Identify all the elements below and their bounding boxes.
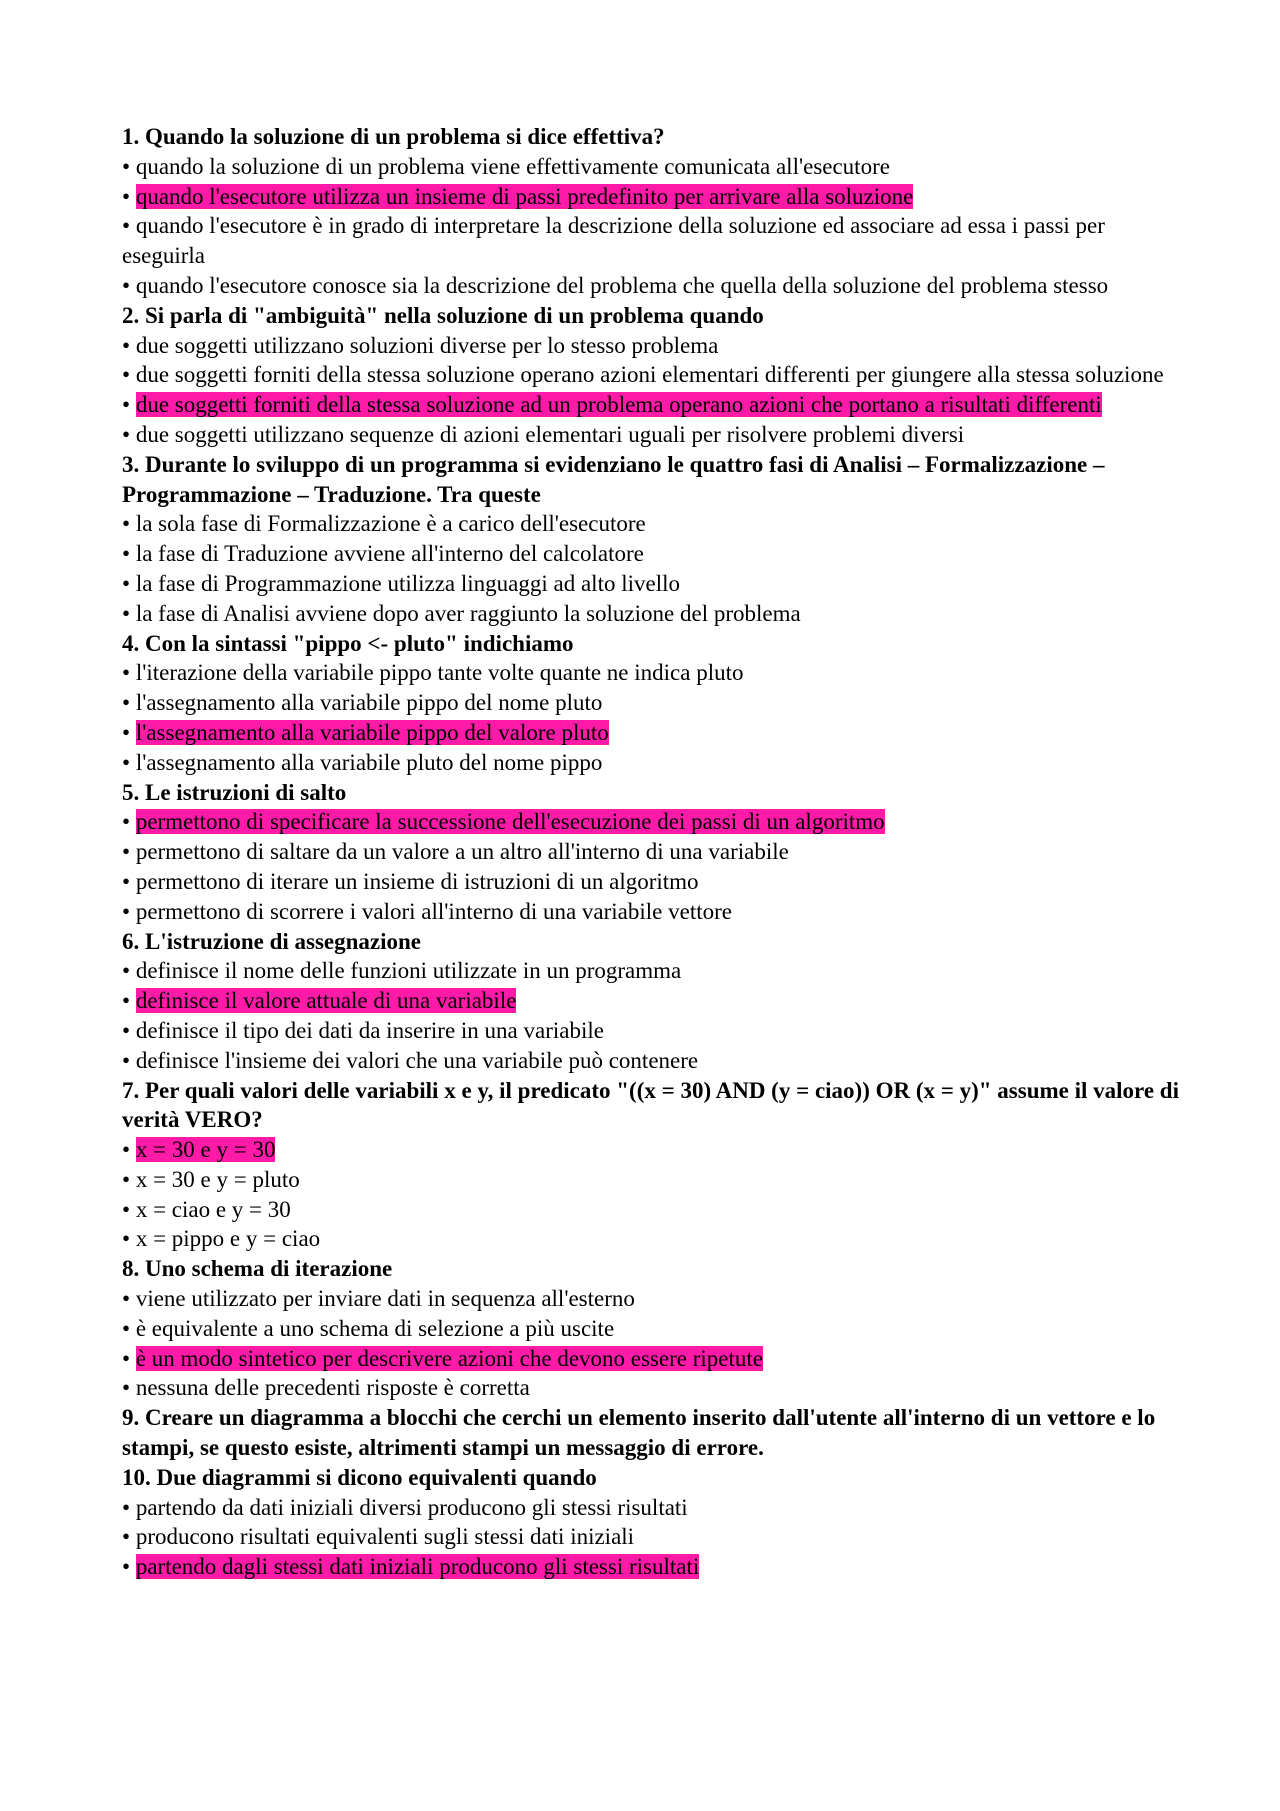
bullet: • bbox=[122, 1196, 131, 1222]
answer-option bbox=[122, 1314, 1180, 1344]
option-text: permettono di scorrere i valori all'interno di una variabile vettore bbox=[135, 898, 732, 924]
option-text: due soggetti utilizzano soluzioni diverse per lo stesso problema bbox=[135, 332, 719, 358]
bullet: • bbox=[122, 421, 131, 447]
option-text: definisce il tipo dei dati da inserire in una variabile bbox=[135, 1017, 604, 1043]
answer-option-correct bbox=[122, 807, 1180, 837]
bullet: • bbox=[122, 332, 131, 358]
answer-option bbox=[122, 748, 1180, 778]
answer-option-correct bbox=[122, 390, 1180, 420]
bullet: • bbox=[122, 272, 131, 298]
quiz-list bbox=[122, 122, 1180, 1582]
option-text: definisce il nome delle funzioni utilizzate in un programma bbox=[135, 958, 682, 984]
answer-option-correct bbox=[122, 718, 1180, 748]
bullet: • bbox=[122, 1345, 131, 1371]
answer-option bbox=[122, 658, 1180, 688]
option-text: è equivalente a uno schema di selezione a più uscite bbox=[135, 1315, 615, 1341]
answer-option-correct bbox=[122, 986, 1180, 1016]
answer-option bbox=[122, 1493, 1180, 1523]
answer-option bbox=[122, 1195, 1180, 1225]
option-text: quando la soluzione di un problema viene effettivamente comunicata all'esecutore bbox=[135, 153, 890, 179]
option-text: è un modo sintetico per descrivere azioni che devono essere ripetute bbox=[135, 1345, 763, 1371]
bullet: • bbox=[122, 660, 131, 686]
question-title: 7. Per quali valori delle variabili x e y, il predicato "((x = 30) AND (y = ciao)) OR (x = y)" assume il valore di verità VERO? bbox=[122, 1077, 1179, 1133]
option-text: partendo dagli stessi dati iniziali producono gli stessi risultati bbox=[135, 1554, 700, 1580]
bullet: • bbox=[122, 1017, 131, 1043]
bullet: • bbox=[122, 1554, 131, 1580]
option-text: l'assegnamento alla variabile pippo del nome pluto bbox=[135, 690, 603, 716]
option-text: permettono di iterare un insieme di istruzioni di un algoritmo bbox=[135, 868, 699, 894]
answer-option bbox=[122, 867, 1180, 897]
option-text: x = ciao e y = 30 bbox=[135, 1196, 291, 1222]
question-block bbox=[122, 778, 1180, 927]
option-text: producono risultati equivalenti sugli stessi dati iniziali bbox=[135, 1524, 635, 1550]
bullet: • bbox=[122, 1226, 131, 1252]
answer-option bbox=[122, 152, 1180, 182]
option-text: la fase di Programmazione utilizza linguaggi ad alto livello bbox=[135, 570, 680, 596]
question-block bbox=[122, 1403, 1180, 1463]
question-block bbox=[122, 122, 1180, 301]
bullet: • bbox=[122, 690, 131, 716]
bullet: • bbox=[122, 898, 131, 924]
answer-option bbox=[122, 569, 1180, 599]
answer-option bbox=[122, 509, 1180, 539]
option-text: quando l'esecutore utilizza un insieme di passi predefinito per arrivare alla soluzione bbox=[135, 183, 914, 209]
bullet: • bbox=[122, 541, 131, 567]
option-text: due soggetti forniti della stessa soluzione ad un problema operano azioni che portano a risultati differenti bbox=[135, 392, 1102, 418]
answer-option bbox=[122, 1224, 1180, 1254]
answer-option bbox=[122, 331, 1180, 361]
question-block bbox=[122, 301, 1180, 450]
option-text: la fase di Analisi avviene dopo aver raggiunto la soluzione del problema bbox=[135, 600, 801, 626]
bullet: • bbox=[122, 1166, 131, 1192]
answer-option bbox=[122, 897, 1180, 927]
option-text: x = 30 e y = pluto bbox=[135, 1166, 300, 1192]
bullet: • bbox=[122, 958, 131, 984]
option-text: permettono di specificare la successione dell'esecuzione dei passi di un algoritmo bbox=[135, 809, 885, 835]
question-title: 3. Durante lo sviluppo di un programma si evidenziano le quattro fasi di Analisi – Formalizzazione – Programmazione – Traduzione. Tra queste bbox=[122, 451, 1105, 507]
answer-option bbox=[122, 1165, 1180, 1195]
answer-option bbox=[122, 599, 1180, 629]
bullet: • bbox=[122, 1047, 131, 1073]
option-text: l'assegnamento alla variabile pluto del nome pippo bbox=[135, 749, 603, 775]
question-block bbox=[122, 927, 1180, 1076]
question-title: 4. Con la sintassi "pippo <- pluto" indichiamo bbox=[122, 630, 574, 656]
answer-option bbox=[122, 360, 1180, 390]
answer-option-correct bbox=[122, 1552, 1180, 1582]
question-title: 10. Due diagrammi si dicono equivalenti quando bbox=[122, 1464, 597, 1490]
bullet: • bbox=[122, 839, 131, 865]
question-title: 9. Creare un diagramma a blocchi che cerchi un elemento inserito dall'utente all'interno di un vettore e lo stampi, se questo esiste, altrimenti stampi un messaggio di errore. bbox=[122, 1405, 1156, 1461]
bullet: • bbox=[122, 749, 131, 775]
option-text: partendo da dati iniziali diversi producono gli stessi risultati bbox=[135, 1494, 688, 1520]
option-text: due soggetti utilizzano sequenze di azioni elementari uguali per risolvere problemi diversi bbox=[135, 421, 965, 447]
bullet: • bbox=[122, 600, 131, 626]
bullet: • bbox=[122, 392, 131, 418]
answer-option bbox=[122, 688, 1180, 718]
question-title: 8. Uno schema di iterazione bbox=[122, 1256, 393, 1282]
option-text: l'iterazione della variabile pippo tante volte quante ne indica pluto bbox=[135, 660, 744, 686]
option-text: la sola fase di Formalizzazione è a carico dell'esecutore bbox=[135, 511, 646, 537]
answer-option bbox=[122, 837, 1180, 867]
answer-option bbox=[122, 1016, 1180, 1046]
question-title: 1. Quando la soluzione di un problema si dice effettiva? bbox=[122, 124, 665, 149]
option-text: l'assegnamento alla variabile pippo del valore pluto bbox=[135, 719, 609, 745]
answer-option bbox=[122, 271, 1180, 301]
option-text: due soggetti forniti della stessa soluzione operano azioni elementari differenti per giungere alla stessa soluzione bbox=[135, 362, 1164, 388]
bullet: • bbox=[122, 153, 131, 179]
question-title: 5. Le istruzioni di salto bbox=[122, 779, 347, 805]
bullet: • bbox=[122, 183, 131, 209]
option-text: permettono di saltare da un valore a un altro all'interno di una variabile bbox=[135, 839, 789, 865]
answer-option bbox=[122, 1522, 1180, 1552]
bullet: • bbox=[122, 809, 131, 835]
question-block bbox=[122, 1076, 1180, 1255]
answer-option bbox=[122, 420, 1180, 450]
question-block bbox=[122, 450, 1180, 629]
bullet: • bbox=[122, 1524, 131, 1550]
option-text: definisce il valore attuale di una variabile bbox=[135, 988, 517, 1014]
option-text: x = pippo e y = ciao bbox=[135, 1226, 321, 1252]
bullet: • bbox=[122, 1286, 131, 1312]
answer-option bbox=[122, 1046, 1180, 1076]
option-text: viene utilizzato per inviare dati in sequenza all'esterno bbox=[135, 1286, 635, 1312]
answer-option bbox=[122, 1373, 1180, 1403]
question-title: 6. L'istruzione di assegnazione bbox=[122, 928, 422, 954]
answer-option-correct bbox=[122, 182, 1180, 212]
answer-option-correct bbox=[122, 1135, 1180, 1165]
answer-option bbox=[122, 1284, 1180, 1314]
bullet: • bbox=[122, 511, 131, 537]
bullet: • bbox=[122, 868, 131, 894]
bullet: • bbox=[122, 1137, 131, 1163]
bullet: • bbox=[122, 988, 131, 1014]
answer-option bbox=[122, 211, 1180, 271]
bullet: • bbox=[122, 570, 131, 596]
question-block bbox=[122, 629, 1180, 778]
bullet: • bbox=[122, 1375, 131, 1401]
bullet: • bbox=[122, 213, 131, 239]
question-title: 2. Si parla di "ambiguità" nella soluzione di un problema quando bbox=[122, 302, 764, 328]
answer-option-correct bbox=[122, 1344, 1180, 1374]
bullet: • bbox=[122, 1494, 131, 1520]
option-text: x = 30 e y = 30 bbox=[135, 1137, 276, 1163]
option-text: nessuna delle precedenti risposte è corretta bbox=[135, 1375, 530, 1401]
answer-option bbox=[122, 956, 1180, 986]
answer-option bbox=[122, 539, 1180, 569]
question-block bbox=[122, 1463, 1180, 1582]
option-text: quando l'esecutore è in grado di interpretare la descrizione della soluzione ed associare ad essa i passi per eseguirla bbox=[122, 213, 1105, 269]
question-block bbox=[122, 1254, 1180, 1403]
bullet: • bbox=[122, 1315, 131, 1341]
bullet: • bbox=[122, 362, 131, 388]
option-text: la fase di Traduzione avviene all'interno del calcolatore bbox=[135, 541, 644, 567]
bullet: • bbox=[122, 719, 131, 745]
option-text: quando l'esecutore conosce sia la descrizione del problema che quella della soluzione del problema stesso bbox=[135, 272, 1109, 298]
option-text: definisce l'insieme dei valori che una variabile può contenere bbox=[135, 1047, 699, 1073]
